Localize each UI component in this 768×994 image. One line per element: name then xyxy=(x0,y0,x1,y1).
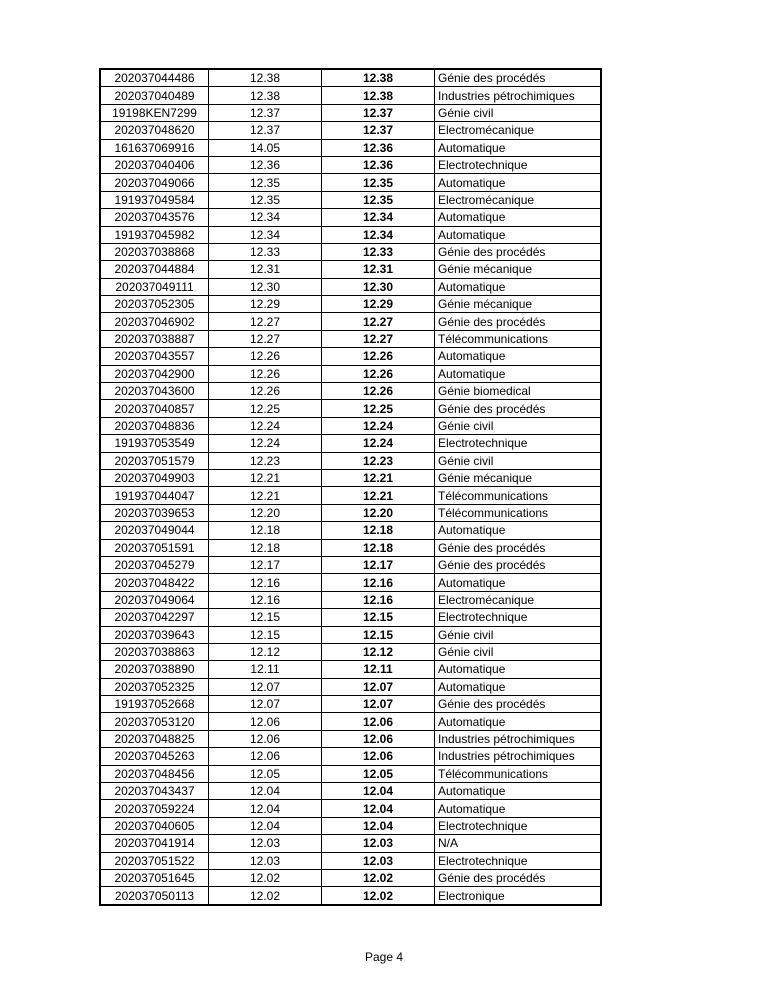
final-grade-cell: 12.06 xyxy=(322,730,435,747)
student-id-cell: 202037052305 xyxy=(100,296,209,313)
student-id-cell: 202037045279 xyxy=(100,556,209,573)
table-row xyxy=(100,209,601,226)
final-grade-cell: 12.34 xyxy=(322,209,435,226)
specialty-cell: Automatique xyxy=(435,522,602,539)
student-id-cell: 202037043600 xyxy=(100,383,209,400)
grade-cell: 12.15 xyxy=(209,609,322,626)
specialty-cell: Génie des procédés xyxy=(435,243,602,260)
grade-cell: 12.38 xyxy=(209,87,322,104)
grade-cell: 12.04 xyxy=(209,783,322,800)
student-id-cell: 202037046902 xyxy=(100,313,209,330)
final-grade-cell: 12.35 xyxy=(322,174,435,191)
grade-cell: 12.36 xyxy=(209,156,322,173)
student-id-cell: 202037048620 xyxy=(100,122,209,139)
table-row xyxy=(100,261,601,278)
final-grade-cell: 12.25 xyxy=(322,400,435,417)
table-row xyxy=(100,783,601,800)
table-row xyxy=(100,574,601,591)
specialty-cell: Industries pétrochimiques xyxy=(435,748,602,765)
grade-cell: 12.07 xyxy=(209,678,322,695)
specialty-cell: Automatique xyxy=(435,174,602,191)
student-id-cell: 19198KEN7299 xyxy=(100,104,209,121)
student-id-cell: 202037043557 xyxy=(100,348,209,365)
final-grade-cell: 12.34 xyxy=(322,226,435,243)
final-grade-cell: 12.05 xyxy=(322,765,435,782)
table-row xyxy=(100,174,601,191)
grade-cell: 12.03 xyxy=(209,852,322,869)
table-row xyxy=(100,435,601,452)
table-row xyxy=(100,800,601,817)
specialty-cell: Automatique xyxy=(435,139,602,156)
table-row xyxy=(100,835,601,852)
final-grade-cell: 12.07 xyxy=(322,696,435,713)
student-id-cell: 202037048836 xyxy=(100,417,209,434)
final-grade-cell: 12.12 xyxy=(322,643,435,660)
grade-cell: 12.35 xyxy=(209,191,322,208)
table-row xyxy=(100,713,601,730)
student-id-cell: 202037049064 xyxy=(100,591,209,608)
grade-cell: 12.37 xyxy=(209,122,322,139)
final-grade-cell: 12.06 xyxy=(322,713,435,730)
student-id-cell: 202037038887 xyxy=(100,330,209,347)
table-row xyxy=(100,609,601,626)
specialty-cell: Génie des procédés xyxy=(435,556,602,573)
table-row xyxy=(100,243,601,260)
table-row xyxy=(100,504,601,521)
student-id-cell: 202037051522 xyxy=(100,852,209,869)
specialty-cell: Génie civil xyxy=(435,643,602,660)
table-row xyxy=(100,69,601,87)
specialty-cell: Génie des procédés xyxy=(435,69,602,87)
table-row xyxy=(100,365,601,382)
final-grade-cell: 12.17 xyxy=(322,556,435,573)
final-grade-cell: 12.11 xyxy=(322,661,435,678)
student-id-cell: 202037051591 xyxy=(100,539,209,556)
final-grade-cell: 12.29 xyxy=(322,296,435,313)
grade-cell: 12.33 xyxy=(209,243,322,260)
student-id-cell: 202037042297 xyxy=(100,609,209,626)
specialty-cell: Electrotechnique xyxy=(435,156,602,173)
student-id-cell: 202037040406 xyxy=(100,156,209,173)
student-id-cell: 202037040489 xyxy=(100,87,209,104)
table-row xyxy=(100,383,601,400)
specialty-cell: Génie des procédés xyxy=(435,313,602,330)
table-row xyxy=(100,313,601,330)
specialty-cell: Automatique xyxy=(435,783,602,800)
student-id-cell: 202037053120 xyxy=(100,713,209,730)
specialty-cell: Génie mécanique xyxy=(435,261,602,278)
specialty-cell: Génie civil xyxy=(435,104,602,121)
specialty-cell: Electrotechnique xyxy=(435,852,602,869)
student-id-cell: 202037041914 xyxy=(100,835,209,852)
grade-cell: 12.15 xyxy=(209,626,322,643)
student-id-cell: 161637069916 xyxy=(100,139,209,156)
final-grade-cell: 12.36 xyxy=(322,139,435,156)
specialty-cell: N/A xyxy=(435,835,602,852)
grade-cell: 12.18 xyxy=(209,522,322,539)
table-row xyxy=(100,417,601,434)
table-row xyxy=(100,626,601,643)
specialty-cell: Génie mécanique xyxy=(435,296,602,313)
student-id-cell: 202037040605 xyxy=(100,817,209,834)
student-id-cell: 202037042900 xyxy=(100,365,209,382)
final-grade-cell: 12.26 xyxy=(322,365,435,382)
grade-cell: 12.03 xyxy=(209,835,322,852)
specialty-cell: Automatique xyxy=(435,678,602,695)
specialty-cell: Industries pétrochimiques xyxy=(435,730,602,747)
table-row xyxy=(100,156,601,173)
specialty-cell: Automatique xyxy=(435,574,602,591)
specialty-cell: Electrotechnique xyxy=(435,609,602,626)
specialty-cell: Electromécanique xyxy=(435,591,602,608)
specialty-cell: Génie civil xyxy=(435,452,602,469)
table-row xyxy=(100,556,601,573)
final-grade-cell: 12.35 xyxy=(322,191,435,208)
student-id-cell: 202037045263 xyxy=(100,748,209,765)
student-id-cell: 202037059224 xyxy=(100,800,209,817)
grade-cell: 12.06 xyxy=(209,730,322,747)
grade-cell: 12.12 xyxy=(209,643,322,660)
results-table xyxy=(99,68,602,906)
final-grade-cell: 12.15 xyxy=(322,609,435,626)
grade-cell: 12.34 xyxy=(209,226,322,243)
student-id-cell: 202037048825 xyxy=(100,730,209,747)
student-id-cell: 202037038863 xyxy=(100,643,209,660)
final-grade-cell: 12.38 xyxy=(322,87,435,104)
page-number: Page 4 xyxy=(364,950,404,964)
final-grade-cell: 12.24 xyxy=(322,435,435,452)
grade-cell: 12.34 xyxy=(209,209,322,226)
specialty-cell: Génie des procédés xyxy=(435,400,602,417)
student-id-cell: 202037051579 xyxy=(100,452,209,469)
final-grade-cell: 12.36 xyxy=(322,156,435,173)
grade-cell: 12.29 xyxy=(209,296,322,313)
student-id-cell: 202037051645 xyxy=(100,869,209,886)
final-grade-cell: 12.16 xyxy=(322,574,435,591)
table-row xyxy=(100,730,601,747)
grade-cell: 12.27 xyxy=(209,330,322,347)
table-row xyxy=(100,852,601,869)
final-grade-cell: 12.31 xyxy=(322,261,435,278)
student-id-cell: 202037050113 xyxy=(100,887,209,905)
specialty-cell: Automatique xyxy=(435,661,602,678)
student-id-cell: 191937044047 xyxy=(100,487,209,504)
final-grade-cell: 12.37 xyxy=(322,104,435,121)
specialty-cell: Télécommunications xyxy=(435,330,602,347)
student-id-cell: 202037039653 xyxy=(100,504,209,521)
grade-cell: 12.18 xyxy=(209,539,322,556)
final-grade-cell: 12.21 xyxy=(322,469,435,486)
student-id-cell: 202037049111 xyxy=(100,278,209,295)
final-grade-cell: 12.03 xyxy=(322,852,435,869)
final-grade-cell: 12.21 xyxy=(322,487,435,504)
student-id-cell: 202037039643 xyxy=(100,626,209,643)
final-grade-cell: 12.04 xyxy=(322,817,435,834)
specialty-cell: Génie des procédés xyxy=(435,696,602,713)
student-id-cell: 202037048456 xyxy=(100,765,209,782)
specialty-cell: Automatique xyxy=(435,226,602,243)
grade-cell: 12.16 xyxy=(209,574,322,591)
table-row xyxy=(100,591,601,608)
final-grade-cell: 12.26 xyxy=(322,383,435,400)
grade-cell: 12.26 xyxy=(209,348,322,365)
final-grade-cell: 12.02 xyxy=(322,887,435,905)
final-grade-cell: 12.33 xyxy=(322,243,435,260)
student-id-cell: 202037048422 xyxy=(100,574,209,591)
grade-cell: 12.26 xyxy=(209,383,322,400)
student-id-cell: 202037052325 xyxy=(100,678,209,695)
final-grade-cell: 12.18 xyxy=(322,539,435,556)
student-id-cell: 191937049584 xyxy=(100,191,209,208)
specialty-cell: Télécommunications xyxy=(435,765,602,782)
final-grade-cell: 12.27 xyxy=(322,330,435,347)
grade-cell: 12.21 xyxy=(209,487,322,504)
final-grade-cell: 12.15 xyxy=(322,626,435,643)
student-id-cell: 191937052668 xyxy=(100,696,209,713)
table-row xyxy=(100,278,601,295)
table-row xyxy=(100,678,601,695)
specialty-cell: Electromécanique xyxy=(435,191,602,208)
grade-cell: 12.04 xyxy=(209,800,322,817)
table-row xyxy=(100,887,601,905)
table-row xyxy=(100,539,601,556)
table-row xyxy=(100,104,601,121)
specialty-cell: Génie civil xyxy=(435,626,602,643)
final-grade-cell: 12.07 xyxy=(322,678,435,695)
grade-cell: 12.37 xyxy=(209,104,322,121)
final-grade-cell: 12.27 xyxy=(322,313,435,330)
grade-cell: 12.02 xyxy=(209,869,322,886)
final-grade-cell: 12.06 xyxy=(322,748,435,765)
student-id-cell: 202037049066 xyxy=(100,174,209,191)
final-grade-cell: 12.04 xyxy=(322,783,435,800)
specialty-cell: Télécommunications xyxy=(435,504,602,521)
grade-cell: 12.23 xyxy=(209,452,322,469)
specialty-cell: Automatique xyxy=(435,209,602,226)
grade-cell: 12.30 xyxy=(209,278,322,295)
specialty-cell: Industries pétrochimiques xyxy=(435,87,602,104)
results-table-body xyxy=(100,69,601,905)
specialty-cell: Génie civil xyxy=(435,417,602,434)
final-grade-cell: 12.24 xyxy=(322,417,435,434)
final-grade-cell: 12.16 xyxy=(322,591,435,608)
table-row xyxy=(100,452,601,469)
grade-cell: 12.24 xyxy=(209,435,322,452)
final-grade-cell: 12.02 xyxy=(322,869,435,886)
table-row xyxy=(100,696,601,713)
student-id-cell: 202037043437 xyxy=(100,783,209,800)
table-row xyxy=(100,87,601,104)
final-grade-cell: 12.26 xyxy=(322,348,435,365)
grade-cell: 12.02 xyxy=(209,887,322,905)
grade-cell: 12.25 xyxy=(209,400,322,417)
specialty-cell: Electromécanique xyxy=(435,122,602,139)
student-id-cell: 191937045982 xyxy=(100,226,209,243)
table-row xyxy=(100,348,601,365)
student-id-cell: 202037038868 xyxy=(100,243,209,260)
final-grade-cell: 12.03 xyxy=(322,835,435,852)
specialty-cell: Génie mécanique xyxy=(435,469,602,486)
grade-cell: 14.05 xyxy=(209,139,322,156)
table-row xyxy=(100,487,601,504)
grade-cell: 12.07 xyxy=(209,696,322,713)
specialty-cell: Automatique xyxy=(435,278,602,295)
table-row xyxy=(100,122,601,139)
student-id-cell: 202037049903 xyxy=(100,469,209,486)
specialty-cell: Génie des procédés xyxy=(435,869,602,886)
final-grade-cell: 12.04 xyxy=(322,800,435,817)
student-id-cell: 202037043576 xyxy=(100,209,209,226)
grade-cell: 12.24 xyxy=(209,417,322,434)
grade-cell: 12.06 xyxy=(209,713,322,730)
table-row xyxy=(100,765,601,782)
student-id-cell: 191937053549 xyxy=(100,435,209,452)
table-row xyxy=(100,522,601,539)
student-id-cell: 202037040857 xyxy=(100,400,209,417)
grade-cell: 12.38 xyxy=(209,69,322,87)
table-row xyxy=(100,817,601,834)
student-id-cell: 202037044884 xyxy=(100,261,209,278)
table-row xyxy=(100,226,601,243)
grade-cell: 12.35 xyxy=(209,174,322,191)
table-row xyxy=(100,400,601,417)
grade-cell: 12.27 xyxy=(209,313,322,330)
grade-cell: 12.05 xyxy=(209,765,322,782)
grade-cell: 12.11 xyxy=(209,661,322,678)
grade-cell: 12.04 xyxy=(209,817,322,834)
specialty-cell: Automatique xyxy=(435,713,602,730)
final-grade-cell: 12.18 xyxy=(322,522,435,539)
specialty-cell: Electrotechnique xyxy=(435,435,602,452)
final-grade-cell: 12.30 xyxy=(322,278,435,295)
table-row xyxy=(100,296,601,313)
grade-cell: 12.21 xyxy=(209,469,322,486)
specialty-cell: Génie des procédés xyxy=(435,539,602,556)
table-row xyxy=(100,869,601,886)
final-grade-cell: 12.38 xyxy=(322,69,435,87)
specialty-cell: Automatique xyxy=(435,800,602,817)
student-id-cell: 202037049044 xyxy=(100,522,209,539)
table-row xyxy=(100,330,601,347)
student-id-cell: 202037038890 xyxy=(100,661,209,678)
grade-cell: 12.20 xyxy=(209,504,322,521)
grade-cell: 12.16 xyxy=(209,591,322,608)
grade-cell: 12.26 xyxy=(209,365,322,382)
specialty-cell: Génie biomedical xyxy=(435,383,602,400)
table-row xyxy=(100,643,601,660)
grade-cell: 12.06 xyxy=(209,748,322,765)
table-row xyxy=(100,139,601,156)
final-grade-cell: 12.23 xyxy=(322,452,435,469)
table-row xyxy=(100,661,601,678)
grade-cell: 12.31 xyxy=(209,261,322,278)
specialty-cell: Automatique xyxy=(435,365,602,382)
table-row xyxy=(100,191,601,208)
final-grade-cell: 12.20 xyxy=(322,504,435,521)
grade-cell: 12.17 xyxy=(209,556,322,573)
student-id-cell: 202037044486 xyxy=(100,69,209,87)
specialty-cell: Télécommunications xyxy=(435,487,602,504)
specialty-cell: Automatique xyxy=(435,348,602,365)
specialty-cell: Electrotechnique xyxy=(435,817,602,834)
specialty-cell: Electronique xyxy=(435,887,602,905)
table-row xyxy=(100,748,601,765)
table-row xyxy=(100,469,601,486)
final-grade-cell: 12.37 xyxy=(322,122,435,139)
